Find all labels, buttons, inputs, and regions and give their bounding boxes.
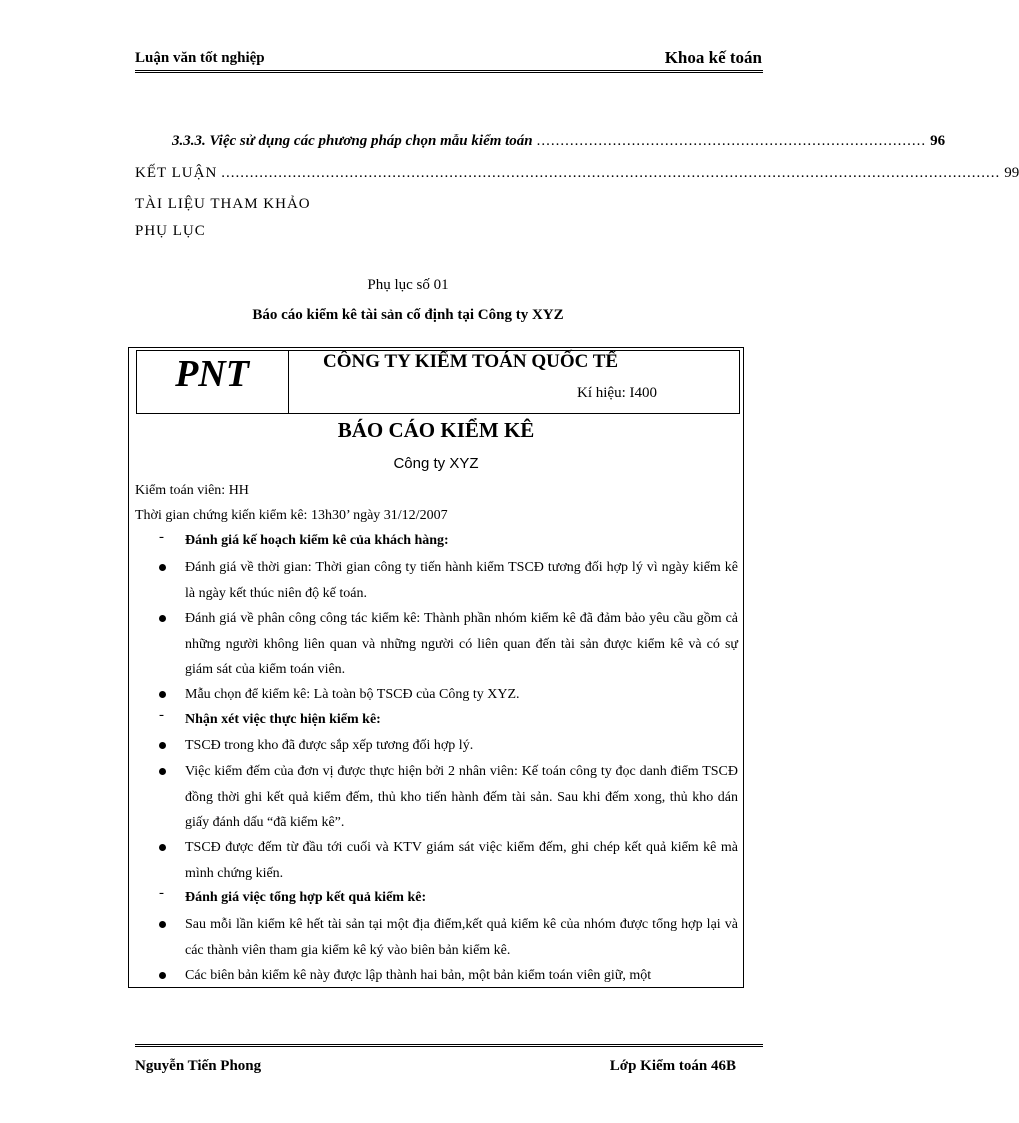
toc-entry-ket-luan[interactable] (135, 165, 1019, 182)
auditor-line: Kiểm toán viên: HH (135, 483, 249, 498)
bullet-text: Các biên bản kiểm kê này được lập thành hai bản, một bản kiểm toán viên giữ, một (185, 968, 652, 983)
company-logo: PNT (175, 353, 249, 395)
footer-rule (135, 1044, 763, 1047)
toc-entry-phu-luc[interactable] (135, 223, 755, 240)
toc-entry-tai-lieu[interactable] (135, 196, 755, 213)
footer-author: Nguyễn Tiến Phong (135, 1058, 262, 1074)
toc-page: 96 (930, 133, 946, 149)
dash-marker: - (159, 529, 164, 545)
dash-marker: - (159, 707, 164, 723)
header-rule (135, 70, 763, 73)
toc-title: 3.3.3. Việc sử dụng các phương pháp chọn mẫu kiểm toán (172, 133, 533, 149)
bullet-text: Mẫu chọn để kiểm kê: Là toàn bộ TSCĐ của Công ty XYZ. (185, 687, 520, 702)
dash-marker: - (159, 885, 164, 901)
section-heading-summary: Đánh giá việc tổng hợp kết quả kiểm kê: (185, 890, 427, 905)
appendix-subtitle: Báo cáo kiểm kê tài sản cố định tại Công ty XYZ (252, 307, 564, 323)
bullet-icon (159, 921, 166, 928)
bullet-text: Việc kiểm đếm của đơn vị được thực hiện bởi 2 nhân viên: Kế toán công ty đọc danh điểm TSCĐ đồng thời ghi kết quả kiểm đếm, thủ kho tiến hành đếm tài sản. Sau khi đếm xong, thủ kho dán giấy đánh dấu “đã kiểm kê”. (185, 764, 738, 830)
bullet-text: Sau mỗi lần kiểm kê hết tài sản tại một địa điểm,kết quả kiểm kê của nhóm được tổng hợp lại và các thành viên tham gia kiểm kê ký vào biên bản kiểm kê. (185, 917, 738, 958)
bullet-icon (159, 691, 166, 698)
witness-time-line: Thời gian chứng kiến kiểm kê: 13h30’ ngày 31/12/2007 (135, 508, 448, 523)
toc-leader: .................................................................................. (536, 133, 927, 149)
bullet-text: TSCĐ được đếm từ đầu tới cuối và KTV giám sát việc kiểm đếm, ghi chép kết quả kiểm kê mà mình chứng kiến. (185, 840, 738, 881)
bullet-icon (159, 844, 166, 851)
section-heading-execution: Nhận xét việc thực hiện kiểm kê: (185, 712, 381, 727)
report-title: BÁO CÁO KIỂM KÊ (337, 418, 535, 442)
header-divider (288, 350, 289, 414)
toc-leader: .................................................................................................................................................................... (221, 165, 1001, 181)
appendix-number: Phụ lục số 01 (367, 277, 449, 293)
bullet-icon (159, 742, 166, 749)
bullet-text: TSCĐ trong kho đã được sắp xếp tương đối hợp lý. (185, 738, 474, 753)
bullet-text: Đánh giá về thời gian: Thời gian công ty tiến hành kiểm TSCĐ tương đối hợp lý vì ngày kiểm kê là ngày kết thúc niên độ kế toán. (185, 560, 738, 601)
company-name: CÔNG TY KIỂM TOÁN QUỐC TẾ (323, 351, 619, 372)
document-code: Kí hiệu: I400 (577, 385, 657, 401)
bullet-icon (159, 615, 166, 622)
header-left: Luận văn tốt nghiệp (135, 50, 265, 66)
toc-title: KẾT LUẬN (135, 165, 218, 181)
bullet-icon (159, 972, 166, 979)
bullet-text: Đánh giá về phân công công tác kiểm kê: Thành phần nhóm kiểm kê đã đảm bảo yêu cầu gồm cả những người không liên quan và những người có liên quan đến tài sản được kiểm kê và có sự giám sát của kiểm toán viên. (185, 611, 738, 677)
bullet-icon (159, 768, 166, 775)
toc-entry-3-3-3[interactable] (172, 133, 946, 150)
toc-title: TÀI LIỆU THAM KHẢO (135, 196, 311, 212)
client-name: Công ty XYZ (393, 455, 479, 472)
footer-class: Lớp Kiểm toán 46B (609, 1058, 736, 1074)
section-heading-plan: Đánh giá kế hoạch kiểm kê của khách hàng: (185, 533, 449, 548)
toc-page: 99 (1004, 165, 1019, 181)
toc-title: PHỤ LỤC (135, 223, 206, 239)
header-right: Khoa kế toán (664, 48, 762, 67)
bullet-icon (159, 564, 166, 571)
